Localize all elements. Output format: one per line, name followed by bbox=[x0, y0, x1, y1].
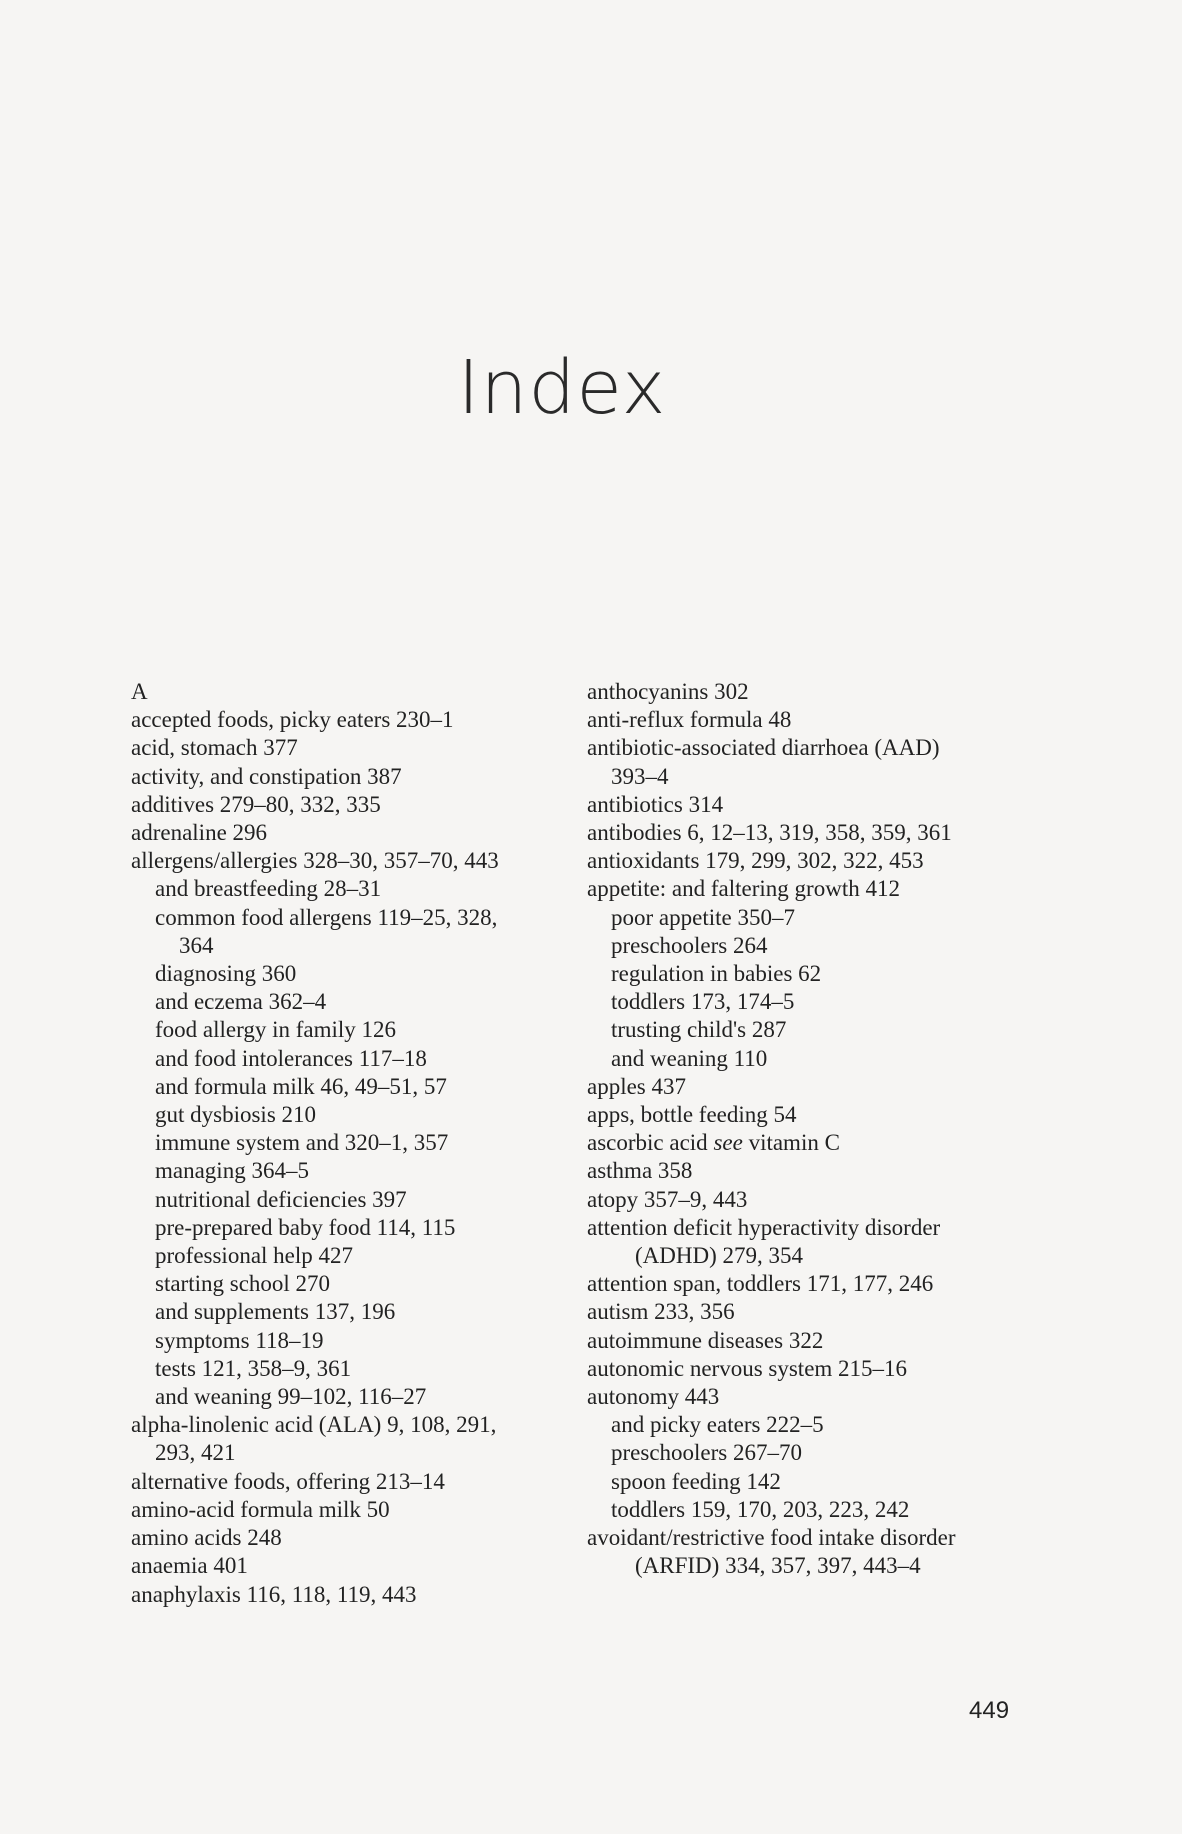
index-entry: and formula milk 46, 49–51, 57 bbox=[155, 1073, 447, 1099]
index-entry: professional help 427 bbox=[155, 1243, 354, 1269]
index-entry: adrenaline 296 bbox=[131, 820, 268, 846]
index-entry: spoon feeding 142 bbox=[611, 1468, 781, 1494]
index-entry: antioxidants 179, 299, 302, 322, 453 bbox=[587, 848, 924, 874]
index-entry: 293, 421 bbox=[155, 1440, 236, 1466]
index-entry: and picky eaters 222–5 bbox=[611, 1412, 824, 1438]
index-entry: acid, stomach 377 bbox=[131, 735, 298, 761]
index-entry: tests 121, 358–9, 361 bbox=[155, 1355, 352, 1381]
index-entry: gut dysbiosis 210 bbox=[155, 1102, 317, 1128]
index-entry: 393–4 bbox=[611, 763, 669, 789]
index-entry: managing 364–5 bbox=[155, 1158, 309, 1184]
index-entry: trusting child's 287 bbox=[611, 1017, 787, 1043]
index-entry: asthma 358 bbox=[587, 1158, 693, 1184]
index-entry: attention span, toddlers 171, 177, 246 bbox=[587, 1271, 934, 1297]
index-entry: pre-prepared baby food 114, 115 bbox=[155, 1214, 456, 1240]
index-entry: diagnosing 360 bbox=[155, 961, 297, 987]
index-entry: activity, and constipation 387 bbox=[131, 763, 402, 789]
index-entry: and supplements 137, 196 bbox=[155, 1299, 396, 1325]
index-entry: A bbox=[131, 679, 148, 704]
index-entry: symptoms 118–19 bbox=[155, 1327, 324, 1353]
index-entry: 364 bbox=[179, 932, 214, 958]
index-entry: toddlers 173, 174–5 bbox=[611, 989, 795, 1015]
page-number: 449 bbox=[969, 1697, 1010, 1724]
index-entry: accepted foods, picky eaters 230–1 bbox=[131, 707, 454, 733]
index-entry: toddlers 159, 170, 203, 223, 242 bbox=[611, 1496, 910, 1522]
index-entry: preschoolers 267–70 bbox=[611, 1440, 802, 1466]
index-entry: apples 437 bbox=[587, 1073, 687, 1099]
index-entry: anaphylaxis 116, 118, 119, 443 bbox=[131, 1581, 417, 1607]
index-entry: amino acids 248 bbox=[131, 1525, 282, 1551]
index-entry: antibiotic-associated diarrhoea (AAD) bbox=[587, 735, 940, 761]
see-reference: see bbox=[713, 1130, 743, 1156]
index-entry: allergens/allergies 328–30, 357–70, 443 bbox=[131, 848, 499, 874]
index-entry: preschoolers 264 bbox=[611, 932, 768, 958]
index-entry: autonomic nervous system 215–16 bbox=[587, 1355, 908, 1381]
index-entry: anthocyanins 302 bbox=[587, 679, 749, 704]
index-entry: appetite: and faltering growth 412 bbox=[587, 876, 900, 902]
index-entry: apps, bottle feeding 54 bbox=[587, 1102, 797, 1128]
index-entry: antibiotics 314 bbox=[587, 791, 724, 817]
index-entry: (ARFID) 334, 357, 397, 443–4 bbox=[635, 1553, 921, 1579]
index-entry: amino-acid formula milk 50 bbox=[131, 1496, 390, 1522]
index-entry: additives 279–80, 332, 335 bbox=[131, 791, 381, 817]
index-entry: autism 233, 356 bbox=[587, 1299, 735, 1325]
index-entry: and food intolerances 117–18 bbox=[155, 1045, 427, 1071]
index-entry: antibodies 6, 12–13, 319, 358, 359, 361 bbox=[587, 820, 952, 846]
index-entry: atopy 357–9, 443 bbox=[587, 1186, 748, 1212]
index-entry: alpha-linolenic acid (ALA) 9, 108, 291, bbox=[131, 1412, 497, 1438]
index-entry: nutritional deficiencies 397 bbox=[155, 1186, 407, 1212]
index-column-left bbox=[131, 678, 571, 1609]
index-entry: autonomy 443 bbox=[587, 1384, 720, 1410]
index-entry: anaemia 401 bbox=[131, 1553, 248, 1579]
index-entry: and weaning 99–102, 116–27 bbox=[155, 1384, 427, 1410]
index-entry: and weaning 110 bbox=[611, 1045, 768, 1071]
index-entry: alternative foods, offering 213–14 bbox=[131, 1468, 445, 1494]
index-entry: starting school 270 bbox=[155, 1271, 331, 1297]
index-entry: common food allergens 119–25, 328, bbox=[155, 904, 498, 930]
index-column-right bbox=[587, 678, 1047, 1581]
index-entry: and breastfeeding 28–31 bbox=[155, 876, 382, 902]
index-entry: attention deficit hyperactivity disorder bbox=[587, 1214, 941, 1240]
index-entry: avoidant/restrictive food intake disorder bbox=[587, 1525, 956, 1551]
index-entry: ascorbic acid see vitamin C bbox=[587, 1130, 840, 1156]
index-entry: (ADHD) 279, 354 bbox=[635, 1243, 804, 1269]
index-entry: food allergy in family 126 bbox=[155, 1017, 397, 1043]
index-entry: immune system and 320–1, 357 bbox=[155, 1130, 449, 1156]
index-entry: and eczema 362–4 bbox=[155, 989, 327, 1015]
index-entry: anti-reflux formula 48 bbox=[587, 707, 792, 733]
page-title: Index bbox=[457, 345, 667, 431]
index-entry: autoimmune diseases 322 bbox=[587, 1327, 824, 1353]
index-entry: poor appetite 350–7 bbox=[611, 904, 795, 930]
index-entry: regulation in babies 62 bbox=[611, 961, 822, 987]
